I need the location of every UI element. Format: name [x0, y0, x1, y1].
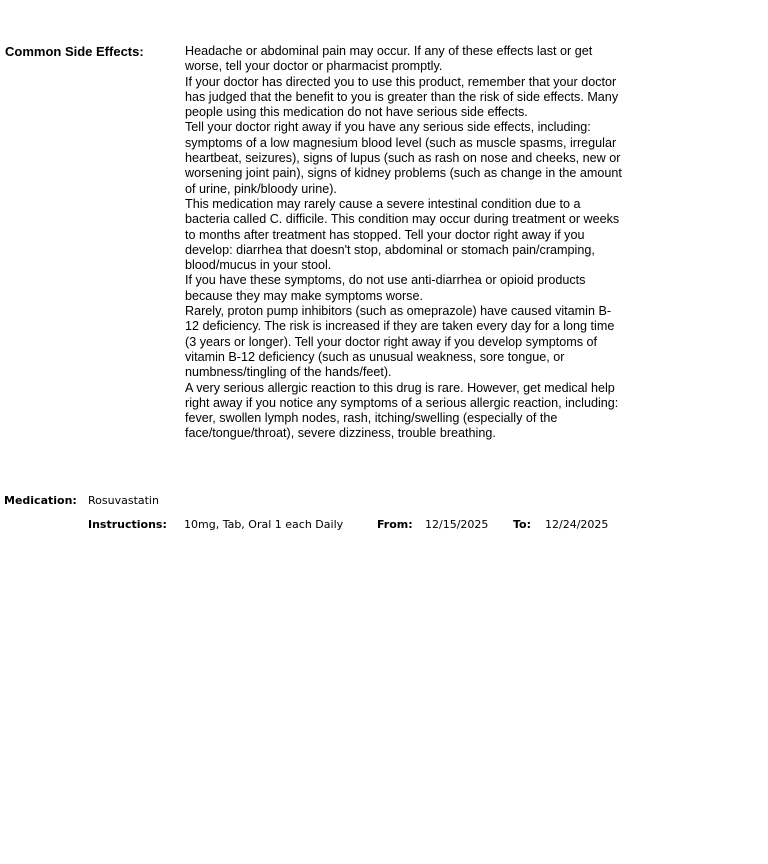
side-effects-label: Common Side Effects:: [5, 44, 144, 59]
side-effects-paragraph: Rarely, proton pump inhibitors (such as omeprazole) have caused vitamin B-12 deficiency. The risk is increased if they are taken every day for a long time (3 years or longer). Tell your doctor right away if you develop symptoms of vitamin B-12 deficiency (such as unusual weakness, sore tongue, or numbness/tingling of the hands/feet).: [185, 304, 615, 380]
side-effects-paragraph: This medication may rarely cause a severe intestinal condition due to a bacteria called C. difficile. This condition may occur during treatment or weeks to months after treatment has stopped. Tell your doctor right away if you develop: diarrhea that doesn't stop, abdominal or stomach pain/cramping, blood/mucus in your stool.: [185, 196, 620, 273]
side-effects-paragraph: If your doctor has directed you to use this product, remember that your doctor has judged that the benefit to you is greater than the risk of side effects. Many people using this medication do not have serious side effects.: [185, 74, 619, 120]
from-date: 12/15/2025: [425, 518, 489, 531]
instructions-label: Instructions:: [88, 518, 167, 531]
side-effects-paragraph: Tell your doctor right away if you have any serious side effects, including: symptoms of a low magnesium blood level (such as muscle spasms, irregular heartbeat, seizures), signs of lupus (such as rash on nose and cheeks, new or worsening joint pain), signs of kidney problems (such as change in the amount of urine, pink/bloody urine).: [185, 120, 622, 196]
side-effects-paragraph: If you have these symptoms, do not use anti-diarrhea or opioid products because they may make symptoms worse.: [185, 273, 586, 303]
medication-name: Rosuvastatin: [88, 494, 159, 507]
to-label: To:: [513, 518, 531, 531]
medication-label: Medication:: [4, 494, 77, 507]
side-effects-paragraph: Headache or abdominal pain may occur. If any of these effects last or get worse, tell your doctor or pharmacist promptly.: [185, 44, 593, 74]
side-effects-paragraph: A very serious allergic reaction to this drug is rare. However, get medical help right away if you notice any symptoms of a serious allergic reaction, including: fever, swollen lymph nodes, rash, itching/swelling (especially of the face/tongue/throat), severe dizziness, trouble breathing.: [185, 380, 619, 441]
instructions-value: 10mg, Tab, Oral 1 each Daily: [184, 518, 344, 531]
side-effects-text: [185, 44, 625, 442]
from-label: From:: [377, 518, 413, 531]
to-date: 12/24/2025: [545, 518, 609, 531]
